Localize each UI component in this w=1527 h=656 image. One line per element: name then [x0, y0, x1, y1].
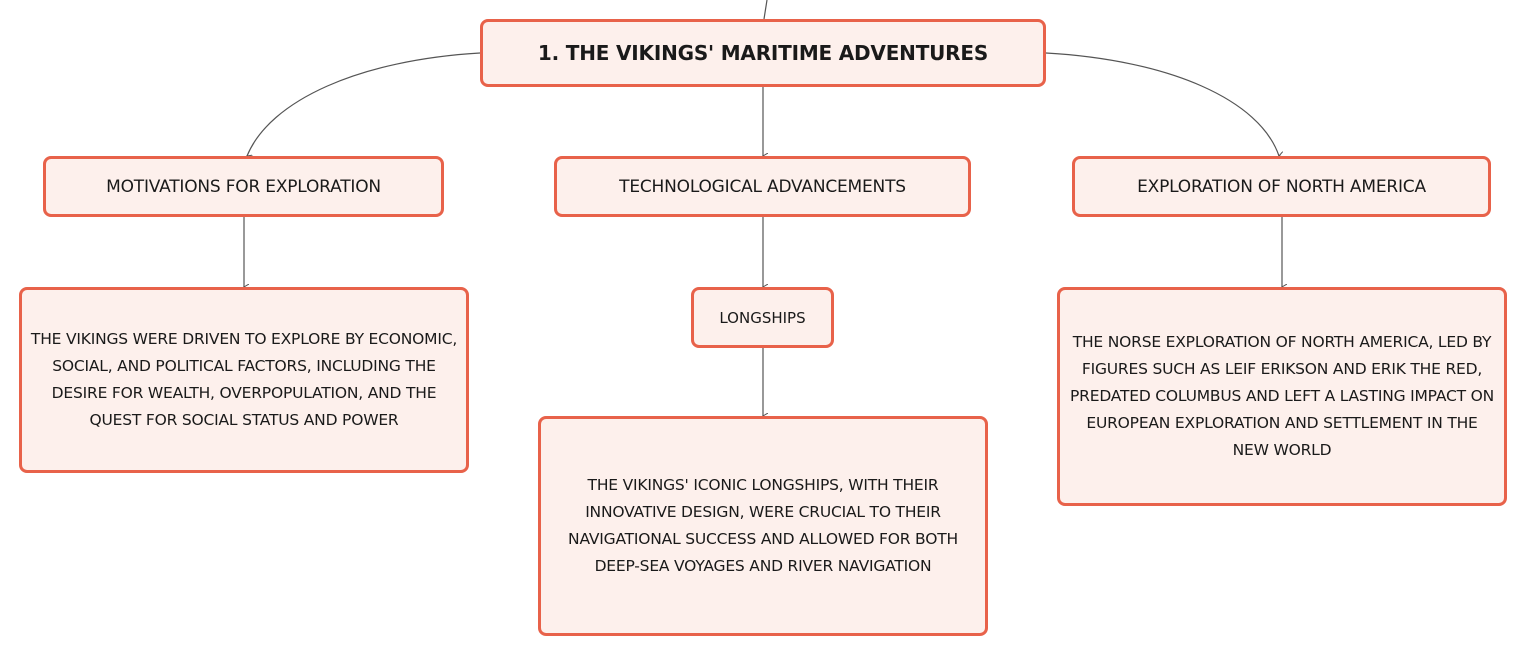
- topic-node-exploration-north-america[interactable]: [1072, 156, 1491, 217]
- connector-root-to-north-america: [1046, 53, 1279, 156]
- connector-root-to-motivations: [247, 53, 480, 156]
- detail-text-longships: THE VIKINGS' ICONIC LONGSHIPS, WITH THEIR INNOVATIVE DESIGN, WERE CRUCIAL TO THEIR NAVIGATIONAL SUCCESS AND ALLOWED FOR BOTH DEEP-SEA VOYAGES AND RIVER NAVIGATION: [568, 476, 958, 575]
- subtopic-node-longships[interactable]: [691, 287, 834, 348]
- topic-label-motivations: MOTIVATIONS FOR EXPLORATION: [106, 176, 381, 197]
- topic-label-exploration-north-america: EXPLORATION OF NORTH AMERICA: [1137, 176, 1426, 197]
- topic-node-motivations[interactable]: [43, 156, 444, 217]
- connector-parent-to-root: [764, 0, 767, 19]
- root-topic-label: 1. THE VIKINGS' MARITIME ADVENTURES: [537, 41, 989, 65]
- topic-node-technological-advancements[interactable]: [554, 156, 971, 217]
- topic-label-technological-advancements: TECHNOLOGICAL ADVANCEMENTS: [619, 176, 906, 197]
- detail-node-longships[interactable]: [538, 416, 988, 636]
- root-topic-node[interactable]: [480, 19, 1046, 87]
- subtopic-label-longships: LONGSHIPS: [719, 308, 806, 327]
- detail-node-north-america[interactable]: [1057, 287, 1507, 506]
- detail-text-motivations: THE VIKINGS WERE DRIVEN TO EXPLORE BY ECONOMIC, SOCIAL, AND POLITICAL FACTORS, INCLUDING THE DESIRE FOR WEALTH, OVERPOPULATION, AND THE QUEST FOR SOCIAL STATUS AND POWER: [30, 330, 458, 429]
- detail-text-north-america: THE NORSE EXPLORATION OF NORTH AMERICA, LED BY FIGURES SUCH AS LEIF ERIKSON AND ERIK THE RED, PREDATED COLUMBUS AND LEFT A LASTING IMPACT ON EUROPEAN EXPLORATION AND SETTLEMENT IN THE NEW WORLD: [1070, 333, 1494, 459]
- detail-node-motivations[interactable]: [19, 287, 469, 473]
